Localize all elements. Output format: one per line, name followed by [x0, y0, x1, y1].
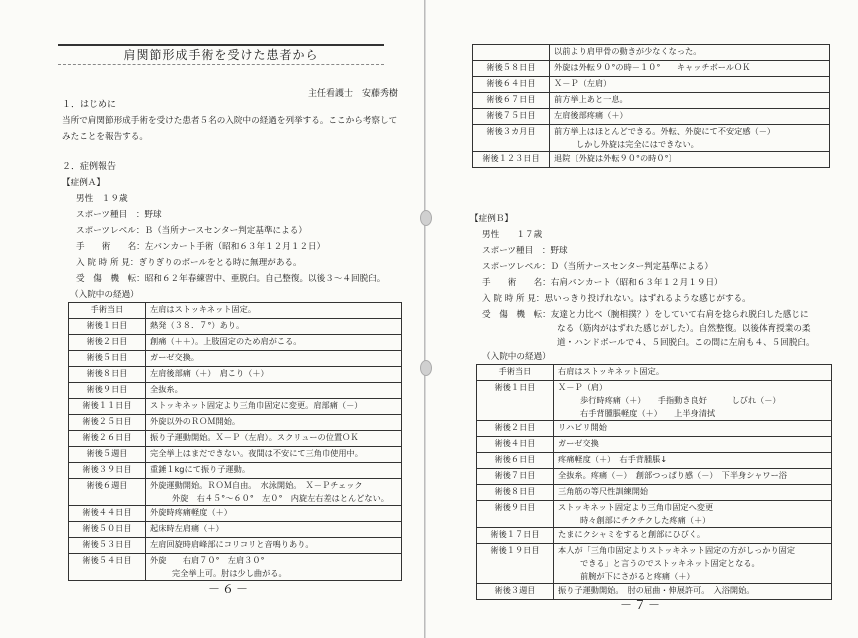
- row-day: 術後９日目: [69, 383, 146, 399]
- row-note: 完全挙上可。肘は少し曲がる。: [172, 568, 287, 578]
- row-note: 歩行時疼痛（＋） 手指動き良好 しびれ（－）: [580, 395, 781, 405]
- table-row: [69, 479, 402, 506]
- binder-hole-top: [420, 210, 432, 226]
- row-day: 術後５日目: [69, 351, 146, 367]
- row-note: 外旋以外のＲＯＭ開始。: [150, 416, 241, 426]
- row-day: 術後２６日目: [69, 431, 146, 447]
- row-note-cell: [146, 415, 402, 431]
- case-a-sex: 男性 １９歳: [76, 194, 128, 204]
- row-note: 疼痛軽度（＋） 右手背腫脹↓: [558, 454, 668, 464]
- table-row: [473, 61, 830, 77]
- table-row: [473, 93, 830, 109]
- row-note: 時々創部にチクチクした疼痛（＋）: [580, 515, 711, 525]
- table-row: [69, 335, 402, 351]
- row-note-cell: [554, 528, 832, 544]
- row-note-cell: [554, 453, 832, 469]
- table-row: [477, 485, 832, 501]
- row-day: 術後６７日目: [473, 93, 550, 109]
- row-note: 左肩回旋時肩峰部にコリコリと音鳴りあり。: [150, 539, 314, 549]
- case-a-injury-mechanism: 受 傷 機 転：昭和６２年春練習中、亜脱臼。自己整復。以後３～４回脱臼。: [76, 274, 386, 284]
- row-note: 完全挙上はまだできない。夜間は不安にて三角巾使用中。: [150, 448, 363, 458]
- left-page: [0, 0, 425, 638]
- row-day: 術後４日目: [477, 437, 554, 453]
- row-note-cell: [146, 538, 402, 554]
- case-a-label: 【症例Ａ】: [62, 178, 105, 188]
- row-day: 術後５０日目: [69, 522, 146, 538]
- row-day: 術後５４日目: [69, 554, 146, 581]
- row-note: 振り子運動開始。Ｘ－Ｐ（左肩）。スクリューの位置ＯＫ: [150, 432, 359, 442]
- page-number-right: －７－: [620, 598, 663, 612]
- table-row: [69, 367, 402, 383]
- row-note-cell: [554, 544, 832, 584]
- row-note: ガーゼ交換。: [150, 352, 199, 362]
- table-row: [477, 501, 832, 528]
- row-day: 術後３週目: [477, 584, 554, 600]
- row-note: 起床時左肩痛（＋）: [150, 523, 224, 533]
- table-row: [69, 506, 402, 522]
- case-a-course-label: （入院中の経過）: [70, 290, 139, 300]
- row-note-cell: [146, 447, 402, 463]
- row-day: 術後１日目: [477, 381, 554, 421]
- row-note: 前方挙上あと一息。: [554, 94, 628, 104]
- row-day: 術後７５日目: [473, 109, 550, 125]
- right-page: [426, 0, 858, 638]
- row-day: 術後１７日目: [477, 528, 554, 544]
- row-note: 右肩はストッキネット固定。: [558, 366, 665, 376]
- case-b-injury-mechanism: 受 傷 機 転：友達と力比べ（腕相撲？）をしていて右肩を捻られ脱臼した感じに: [482, 310, 809, 320]
- row-note: 右手背腫脹軽度（＋） 上半身清拭: [580, 408, 716, 418]
- row-note: 重錘１kgにて振り子運動。: [150, 464, 251, 474]
- row-note-cell: [554, 584, 832, 600]
- row-note-cell: [550, 152, 830, 168]
- table-row: [69, 463, 402, 479]
- row-note: 振り子運動開始。 肘の屈曲・伸展許可。 入浴開始。: [558, 585, 755, 595]
- table-row: [473, 77, 830, 93]
- row-day: 術後９日目: [477, 501, 554, 528]
- table-row: [477, 381, 832, 421]
- row-day: 術後６４日目: [473, 77, 550, 93]
- table-row: [69, 522, 402, 538]
- row-day: 術後５８日目: [473, 61, 550, 77]
- row-note-cell: [554, 365, 832, 381]
- row-note-cell: [146, 506, 402, 522]
- row-day: 術後１９日目: [477, 544, 554, 584]
- row-day: 術後３９日目: [69, 463, 146, 479]
- table-row: [477, 453, 832, 469]
- row-note-cell: [146, 399, 402, 415]
- row-note: 外旋時疼痛軽度（＋）: [150, 507, 232, 517]
- row-note-cell: [146, 554, 402, 581]
- row-day: 術後３カ月目: [473, 125, 550, 152]
- row-note-cell: [146, 383, 402, 399]
- case-b-sport: スポーツ種目 ：野球: [482, 246, 568, 256]
- binder-hole-bottom: [420, 360, 432, 376]
- table-row: [473, 125, 830, 152]
- table-row: [69, 303, 402, 319]
- row-day: 手術当日: [477, 365, 554, 381]
- article-title: 肩関節形成手術を受けた患者から: [58, 44, 384, 65]
- row-note-cell: [146, 303, 402, 319]
- section-1-heading: １．はじめに: [62, 100, 117, 110]
- row-note: 外旋 右４５°～６０° 左０° 内旋左右差はとんどない。: [172, 493, 389, 503]
- row-note-cell: [146, 367, 402, 383]
- row-note: できる」と言うのでストッキネット固定となる。: [580, 558, 760, 568]
- table-row: [69, 383, 402, 399]
- row-note: 外旋は外転９０°の時－１０° キャッチボールＯＫ: [554, 62, 751, 72]
- table-row: [477, 469, 832, 485]
- row-day: 手術当日: [69, 303, 146, 319]
- row-day: 術後２日目: [477, 421, 554, 437]
- row-note: しかし外旋は完全にはできない。: [576, 139, 699, 149]
- case-a-surgery: 手 術 名：左バンカート手術（昭和６３年１２月１２日）: [76, 242, 326, 252]
- row-day: 術後８日目: [69, 367, 146, 383]
- row-note-cell: [146, 463, 402, 479]
- row-note-cell: [554, 381, 832, 421]
- row-day: 術後７日目: [477, 469, 554, 485]
- case-a-level: スポーツレベル：Ｂ（当所ナースセンター判定基準による）: [76, 226, 307, 236]
- row-day: 術後４４日目: [69, 506, 146, 522]
- row-note-cell: [554, 421, 832, 437]
- row-note-cell: [550, 45, 830, 61]
- row-note: たまにクシャミをすると創部にひびく。: [558, 529, 706, 539]
- case-b-label: 【症例Ｂ】: [470, 214, 513, 224]
- case-b-course-label: （入院中の経過）: [482, 352, 551, 362]
- row-note: Ｘ－Ｐ（左肩）: [554, 78, 612, 88]
- row-day: 術後８日目: [477, 485, 554, 501]
- table-row: [477, 421, 832, 437]
- author: 主任看護士 安藤秀樹: [307, 89, 398, 99]
- row-note-cell: [554, 469, 832, 485]
- case-a-sport: スポーツ種目 ：野球: [76, 210, 162, 220]
- row-day: 術後１１日目: [69, 399, 146, 415]
- row-note: 前腕が下にさがると疼痛（＋）: [580, 571, 695, 581]
- table-row: [477, 437, 832, 453]
- case-b-course-table: [476, 364, 832, 600]
- table-row: [473, 152, 830, 168]
- table-row: [477, 528, 832, 544]
- section-1-line-1: 当所で肩関節形成手術を受けた患者５名の入院中の経過を列挙する。ここから考察して: [62, 116, 398, 126]
- row-day: 術後１２３日目: [473, 152, 550, 168]
- row-note: 外旋 右肩７０° 左肩３０°: [150, 555, 265, 565]
- case-b-level: スポーツレベル：Ｄ（当所ナースセンター判定基準による）: [482, 262, 713, 272]
- row-note-cell: [554, 485, 832, 501]
- case-a-course-table: [68, 302, 402, 581]
- row-note: ストッキネット固定より三角巾固定へ変更: [558, 502, 714, 512]
- row-day: 術後６日目: [477, 453, 554, 469]
- row-note: 左肩はストッキネット固定。: [150, 304, 257, 314]
- row-day: 術後５週目: [69, 447, 146, 463]
- row-day: 術後１日目: [69, 319, 146, 335]
- table-row: [69, 431, 402, 447]
- row-day: 術後６週目: [69, 479, 146, 506]
- row-note: 左肩後部痛（＋） 肩こり（＋）: [150, 368, 269, 378]
- case-a-admission-findings: 入 院 時 所 見：ぎりぎりのボールをとる時に無理がある。: [76, 258, 302, 268]
- row-note: 左肩後部疼痛（＋）: [554, 110, 628, 120]
- case-b-injury-mechanism-2: なる（筋肉がはずれた感じがした）。自然整復。以後体育授業の柔: [557, 324, 811, 334]
- row-note: 全抜糸。: [150, 384, 183, 394]
- row-note-cell: [550, 61, 830, 77]
- table-row: [69, 415, 402, 431]
- row-note-cell: [146, 522, 402, 538]
- table-row: [69, 399, 402, 415]
- table-row: [473, 109, 830, 125]
- case-b-admission-findings: 入 院 時 所 見：思いっきり投げれない。はずれるような感じがする。: [482, 294, 751, 304]
- row-note: リハビリ開始: [558, 422, 607, 432]
- table-row: [69, 319, 402, 335]
- row-note-cell: [146, 335, 402, 351]
- row-note: 以前より肩甲骨の動きが少なくなった。: [554, 46, 702, 56]
- row-day: 術後２５日目: [69, 415, 146, 431]
- row-note-cell: [146, 351, 402, 367]
- row-day: 術後５３日目: [69, 538, 146, 554]
- row-note-cell: [550, 125, 830, 152]
- row-note: ストッキネット固定より三角巾固定に変更。肩部痛（－）: [150, 400, 363, 410]
- table-row: [477, 365, 832, 381]
- section-2-heading: ２．症例報告: [62, 162, 117, 172]
- row-note: 前方挙上はほとんどできる。外転、外旋にて不安定感（－）: [554, 126, 776, 136]
- row-note-cell: [554, 501, 832, 528]
- table-row: [69, 447, 402, 463]
- row-note: 創痛（＋＋）。上肢固定のため肩がこる。: [150, 336, 302, 346]
- case-b-sex: 男性 １７歳: [482, 230, 543, 240]
- row-note-cell: [550, 93, 830, 109]
- case-b-surgery: 手 術 名：右肩バンカート（昭和６３年１２月１９日）: [482, 278, 723, 288]
- table-row: [473, 45, 830, 61]
- row-note: 全抜糸。疼痛（－） 創部つっぱり感（－） 下半身シャワー浴: [558, 470, 787, 480]
- row-note-cell: [146, 479, 402, 506]
- row-note: 熱発（３８．７°）あり。: [150, 320, 245, 330]
- row-note-cell: [554, 437, 832, 453]
- row-note: ガーゼ交換: [558, 438, 599, 448]
- row-note: 三角筋の等尺性訓練開始: [558, 486, 649, 496]
- row-note-cell: [146, 319, 402, 335]
- row-note: Ｘ－Ｐ（肩）: [558, 382, 608, 392]
- case-a-course-table-continued: [472, 44, 830, 168]
- table-row: [69, 351, 402, 367]
- row-note: 本人が「三角巾固定よりストッキネット固定の方がしっかり固定: [558, 545, 796, 555]
- row-note-cell: [550, 109, 830, 125]
- row-note: 退院〔外旋は外転９０°の時０°〕: [554, 153, 677, 163]
- row-day: 術後２日目: [69, 335, 146, 351]
- row-note: 外旋運動開始。ＲＯＭ自由。 水泳開始。 Ｘ－Ｐチェック: [150, 480, 363, 490]
- page-number-left: －６－: [208, 582, 251, 596]
- case-b-injury-mechanism-3: 道・ハンドボールで４、５回脱臼。この間に左肩も４、５回脱臼。: [557, 338, 815, 348]
- table-row: [69, 554, 402, 581]
- row-note-cell: [550, 77, 830, 93]
- row-day: [473, 45, 550, 61]
- section-1-line-2: みたことを報告する。: [62, 132, 148, 142]
- table-row: [477, 544, 832, 584]
- table-row: [69, 538, 402, 554]
- row-note-cell: [146, 431, 402, 447]
